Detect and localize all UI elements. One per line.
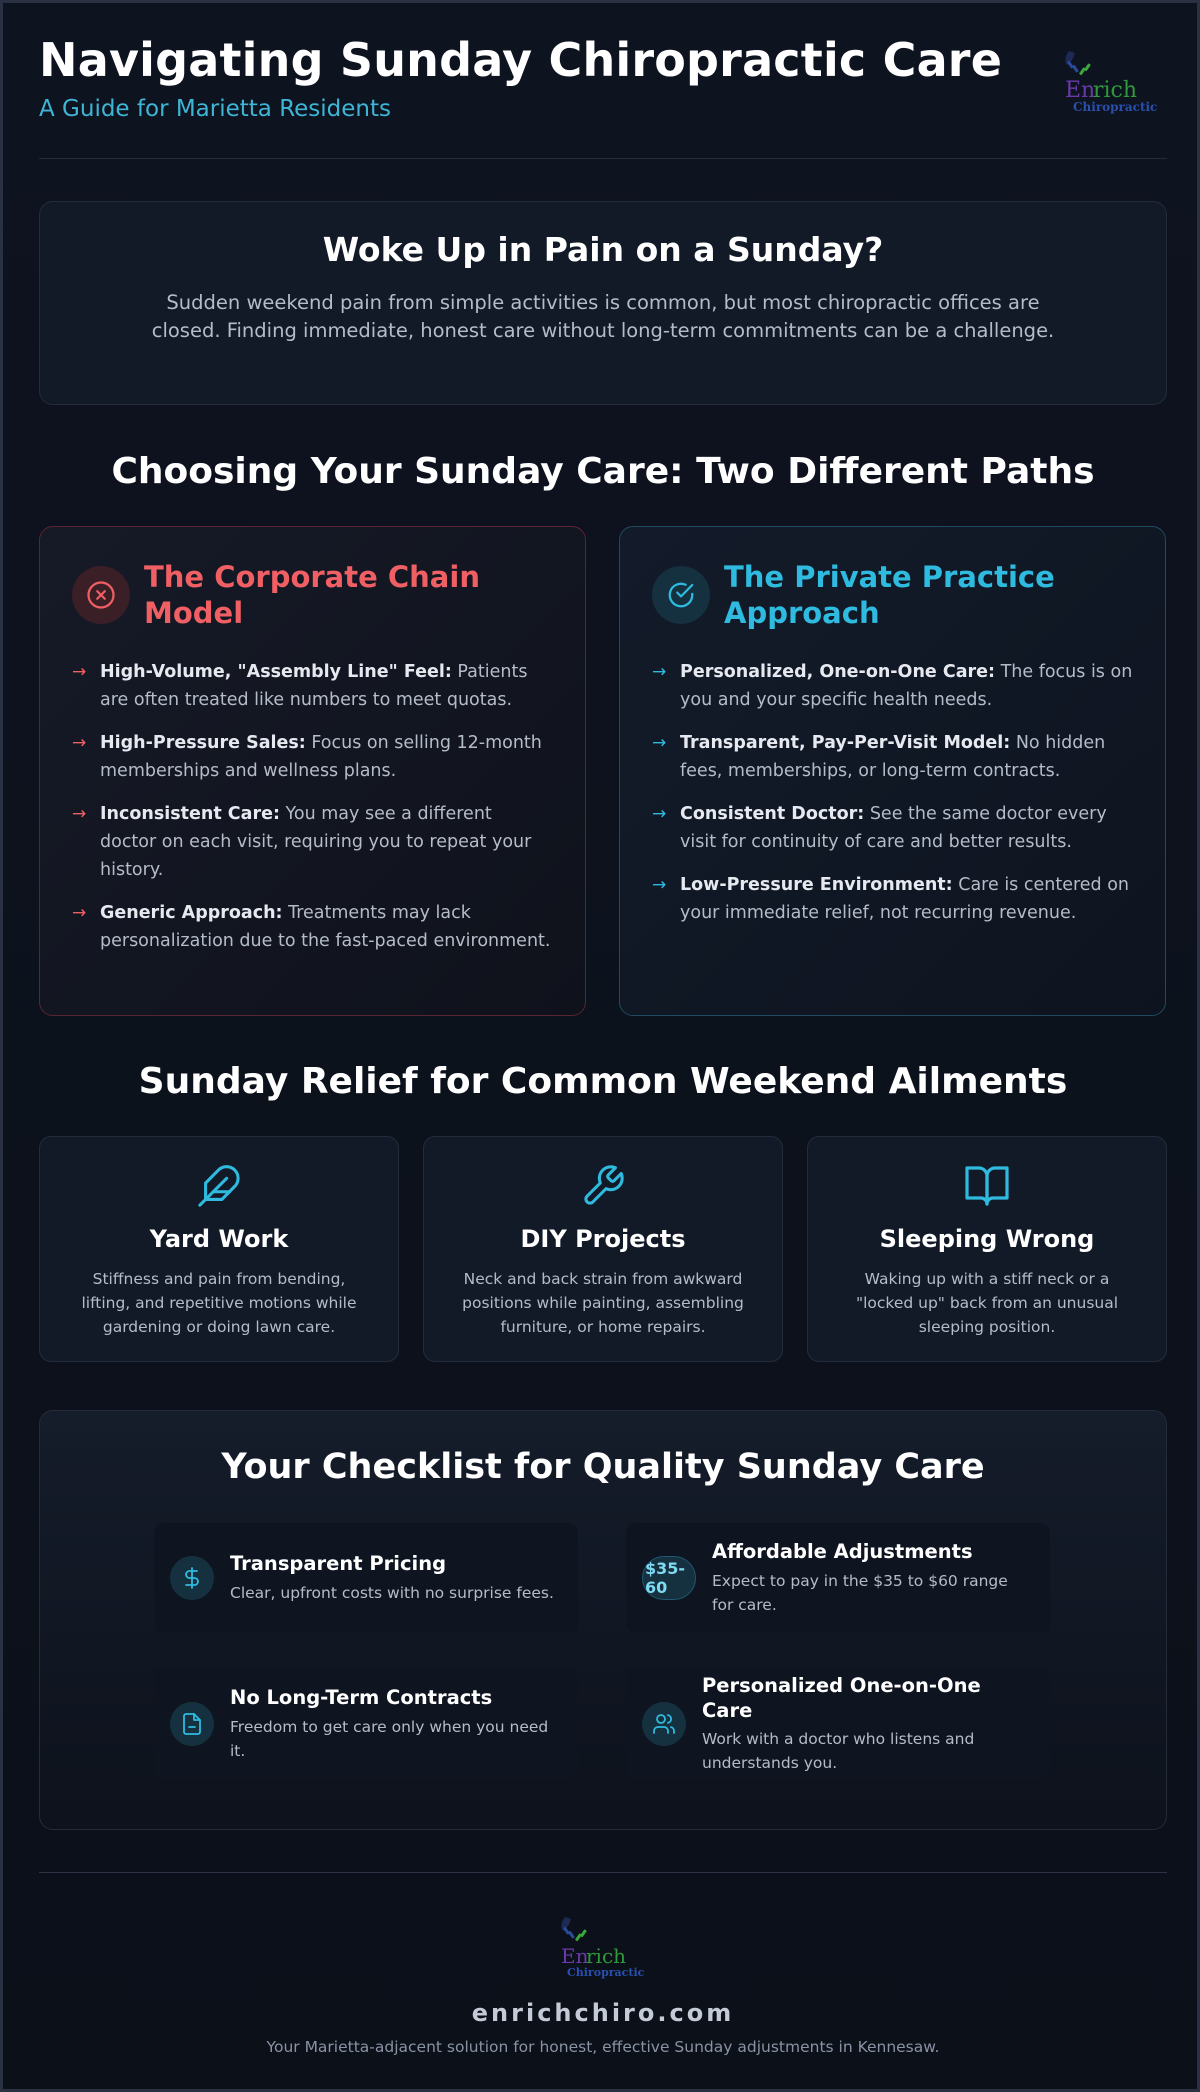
corporate-chain-card [39, 526, 586, 1016]
intro-heading: Woke Up in Pain on a Sunday? [322, 230, 884, 269]
checklist-item-title: Transparent Pricing [230, 1552, 447, 1576]
arrow-icon: → [72, 803, 87, 824]
x-circle-icon [72, 566, 130, 624]
corporate-chain-list [72, 658, 553, 955]
svg-text:rich: rich [1093, 78, 1138, 103]
book-open-icon [834, 1161, 1140, 1211]
ailment-title: DIY Projects [520, 1225, 686, 1253]
checklist-item-desc: Expect to pay in the $35 to $60 range for care. [712, 1571, 1008, 1614]
intro-body: Sudden weekend pain from simple activities is common, but most chiropractic offices are closed. Finding immediate, honest care without long-term commitments can be a challenge. [151, 291, 1055, 343]
svg-text:En: En [1065, 78, 1096, 103]
header [39, 33, 1167, 159]
private-practice-title: The Private Practice Approach [724, 560, 1055, 631]
ailment-desc: Neck and back strain from awkward positions while painting, assembling furniture, or home repairs. [462, 1270, 744, 1337]
arrow-icon: → [72, 902, 87, 923]
svg-text:En: En [561, 1944, 589, 1968]
feather-icon [66, 1161, 372, 1211]
checklist-item-no-contracts [154, 1669, 578, 1779]
ailment-desc: Stiffness and pain from bending, lifting, and repetitive motions while gardening or doing lawn care. [81, 1270, 357, 1337]
svg-text:Chiropractic: Chiropractic [567, 1966, 645, 1979]
checklist-item-title: Affordable Adjustments [712, 1540, 973, 1564]
checklist-item-title: Personalized One-on-One Care [702, 1673, 981, 1722]
arrow-icon: → [652, 661, 667, 682]
list-item: → Transparent, Pay-Per-Visit Model: No hidden fees, memberships, or long-term contracts. [652, 729, 1133, 785]
document-icon [170, 1702, 214, 1746]
enrich-chiropractic-logo [1053, 43, 1163, 123]
footer-website-link[interactable]: enrichchiro.com [471, 1999, 735, 2027]
checklist-item-desc: Work with a doctor who listens and understands you. [702, 1730, 975, 1773]
private-practice-list [652, 658, 1133, 927]
ailment-card-yard-work [39, 1136, 399, 1362]
list-item: → High-Pressure Sales: Focus on selling 12-month memberships and wellness plans. [72, 729, 553, 785]
arrow-icon: → [652, 874, 667, 895]
check-circle-icon [652, 566, 710, 624]
list-item: → High-Volume, "Assembly Line" Feel: Patients are often treated like numbers to meet quotas. [72, 658, 553, 714]
footer-tagline: Your Marietta-adjacent solution for honest, effective Sunday adjustments in Kennesaw. [266, 2038, 940, 2056]
ailments-heading: Sunday Relief for Common Weekend Ailments [138, 1061, 1068, 1102]
checklist-heading: Your Checklist for Quality Sunday Care [221, 1447, 985, 1487]
ailment-card-diy-projects [423, 1136, 783, 1362]
checklist-item-desc: Clear, upfront costs with no surprise fees. [230, 1583, 554, 1602]
svg-text:Chiropractic: Chiropractic [1073, 100, 1158, 114]
page-subtitle: A Guide for Marietta Residents [39, 96, 392, 123]
corporate-chain-title: The Corporate Chain Model [144, 560, 480, 631]
ailment-desc: Waking up with a stiff neck or a "locked up" back from an unusual sleeping position. [855, 1270, 1119, 1337]
checklist-item-personalized-care [626, 1669, 1050, 1779]
ailment-title: Yard Work [149, 1225, 289, 1253]
footer-enrich-logo [553, 1913, 653, 1985]
checklist-item-transparent-pricing [154, 1523, 578, 1633]
arrow-icon: → [652, 803, 667, 824]
arrow-icon: → [72, 732, 87, 753]
intro-card [39, 201, 1167, 405]
list-item: → Low-Pressure Environment: Care is centered on your immediate relief, not recurring revenue. [652, 871, 1133, 927]
checklist-card [39, 1410, 1167, 1830]
footer-divider [39, 1872, 1167, 1873]
list-item: → Consistent Doctor: See the same doctor every visit for continuity of care and better results. [652, 800, 1133, 856]
checklist-item-desc: Freedom to get care only when you need it. [230, 1717, 549, 1760]
dollar-icon [170, 1556, 214, 1600]
list-item: → Generic Approach: Treatments may lack personalization due to the fast-paced environment. [72, 899, 553, 955]
price-badge: $35-60 [642, 1556, 696, 1600]
users-icon [642, 1702, 686, 1746]
list-item: → Inconsistent Care: You may see a different doctor on each visit, requiring you to repeat your history. [72, 800, 553, 884]
private-practice-card [619, 526, 1166, 1016]
paths-heading: Choosing Your Sunday Care: Two Different Paths [111, 451, 1095, 492]
wrench-icon [450, 1161, 756, 1211]
ailment-title: Sleeping Wrong [879, 1225, 1095, 1253]
ailment-card-sleeping-wrong [807, 1136, 1167, 1362]
checklist-item-affordable-adjustments [626, 1523, 1050, 1633]
checklist-item-title: No Long-Term Contracts [230, 1686, 493, 1710]
svg-text:rich: rich [586, 1944, 627, 1968]
arrow-icon: → [72, 661, 87, 682]
list-item: → Personalized, One-on-One Care: The focus is on you and your specific health needs. [652, 658, 1133, 714]
page-title: Navigating Sunday Chiropractic Care [39, 33, 1003, 87]
arrow-icon: → [652, 732, 667, 753]
